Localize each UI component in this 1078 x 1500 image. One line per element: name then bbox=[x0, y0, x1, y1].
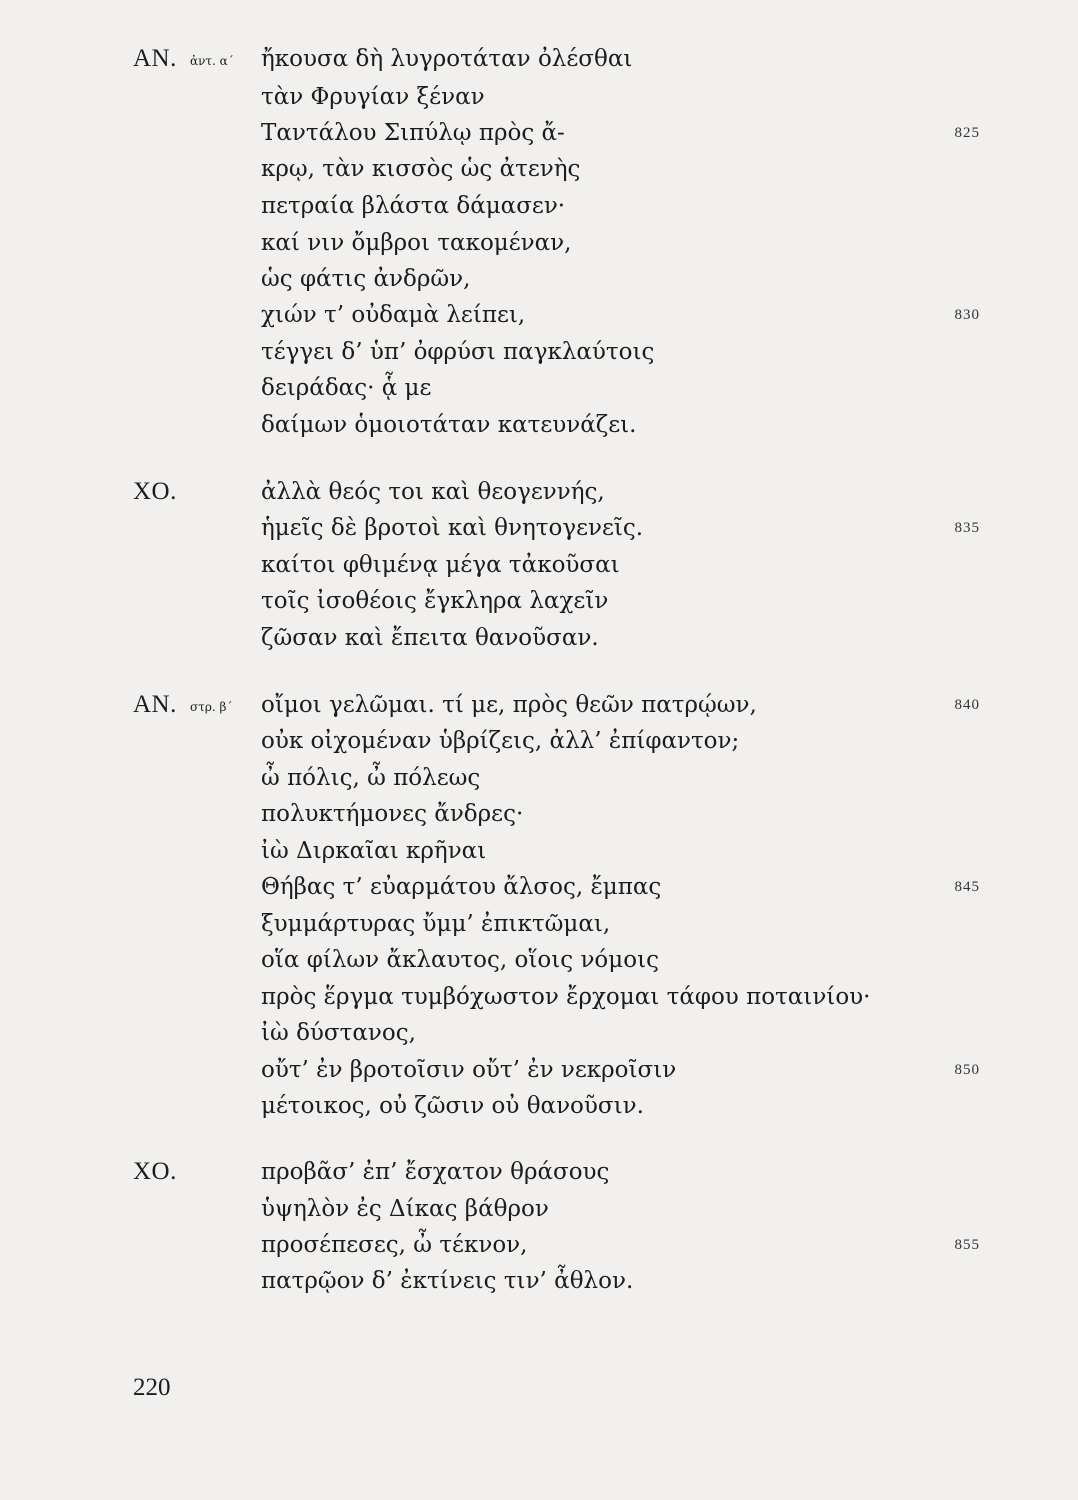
verse-text: καί νιν ὄμβροι τακομέναν, bbox=[261, 230, 572, 256]
verse-text: ξυμμάρτυρας ὔμμ’ ἐπικτῶμαι, bbox=[261, 911, 611, 937]
verse-line bbox=[0, 42, 1078, 76]
verse-line bbox=[0, 834, 1078, 868]
verse-text: ἤκουσα δὴ λυγροτάταν ὀλέσθαι bbox=[261, 46, 633, 72]
line-number: 840 bbox=[954, 697, 980, 713]
verse-line bbox=[0, 1089, 1078, 1123]
verse-line bbox=[0, 1016, 1078, 1050]
verse-text: ὡς φάτις ἀνδρῶν, bbox=[261, 266, 471, 292]
verse-text: οἵα φίλων ἄκλαυτος, οἵοις νόμοις bbox=[261, 947, 659, 973]
speaker-label: AN. bbox=[133, 691, 177, 718]
verse-line bbox=[0, 1053, 1078, 1087]
verse-text: ἡμεῖς δὲ βροτοὶ καὶ θνητογενεῖς. bbox=[261, 515, 644, 541]
verse-text: πολυκτήμονες ἄνδρες· bbox=[261, 801, 524, 827]
verse-line bbox=[0, 189, 1078, 223]
verse-text: Ταντάλου Σιπύλῳ πρὸς ἄ- bbox=[261, 120, 565, 146]
page-number: 220 bbox=[133, 1374, 171, 1401]
verse-text: προβᾶσ’ ἐπ’ ἔσχατον θράσους bbox=[261, 1159, 610, 1185]
line-number: 855 bbox=[954, 1237, 980, 1253]
speaker-label: XO. bbox=[133, 478, 177, 505]
verse-line bbox=[0, 1228, 1078, 1262]
verse-text: χιών τ’ οὐδαμὰ λείπει, bbox=[261, 302, 526, 328]
speaker-label: XO. bbox=[133, 1158, 177, 1185]
verse-line bbox=[0, 408, 1078, 442]
verse-text: καίτοι φθιμένᾳ μέγα τἀκοῦσαι bbox=[261, 552, 620, 578]
verse-line bbox=[0, 1192, 1078, 1226]
verse-text: οἴμοι γελῶμαι. τί με, πρὸς θεῶν πατρῴων, bbox=[261, 692, 757, 718]
verse-text: τέγγει δ’ ὑπ’ ὀφρύσι παγκλαύτοις bbox=[261, 339, 655, 365]
verse-text: προσέπεσες, ὦ τέκνον, bbox=[261, 1232, 528, 1258]
strophe-marker: ἀντ. α΄ bbox=[190, 54, 234, 68]
verse-line bbox=[0, 761, 1078, 795]
verse-text: δειράδας· ᾇ με bbox=[261, 375, 432, 401]
verse-line bbox=[0, 80, 1078, 114]
line-number: 850 bbox=[954, 1062, 980, 1078]
line-number: 845 bbox=[954, 879, 980, 895]
verse-line bbox=[0, 335, 1078, 369]
verse-line bbox=[0, 371, 1078, 405]
verse-line bbox=[0, 621, 1078, 655]
verse-text: μέτοικος, οὐ ζῶσιν οὐ θανοῦσιν. bbox=[261, 1093, 644, 1119]
verse-text: ζῶσαν καὶ ἔπειτα θανοῦσαν. bbox=[261, 625, 599, 651]
verse-line bbox=[0, 298, 1078, 332]
line-number: 835 bbox=[954, 520, 980, 536]
verse-line bbox=[0, 980, 1078, 1014]
verse-text: πετραία βλάστα δάμασεν· bbox=[261, 193, 566, 219]
line-number: 825 bbox=[954, 125, 980, 141]
verse-line bbox=[0, 226, 1078, 260]
verse-line bbox=[0, 907, 1078, 941]
verse-text: τοῖς ἰσοθέοις ἔγκληρα λαχεῖν bbox=[261, 588, 609, 614]
verse-text: οὐκ οἰχομέναν ὑβρίζεις, ἀλλ’ ἐπίφαντον; bbox=[261, 728, 740, 754]
verse-text: ὦ πόλις, ὦ πόλεως bbox=[261, 765, 481, 791]
verse-line bbox=[0, 584, 1078, 618]
verse-text: ἀλλὰ θεός τοι καὶ θεογεννής, bbox=[261, 479, 605, 505]
verse-text: δαίμων ὁμοιοτάταν κατευνάζει. bbox=[261, 412, 637, 438]
verse-line bbox=[0, 688, 1078, 722]
verse-line bbox=[0, 797, 1078, 831]
verse-text: ὑψηλὸν ἐς Δίκας βάθρον bbox=[261, 1196, 549, 1222]
verse-text: τὰν Φρυγίαν ξέναν bbox=[261, 84, 485, 110]
strophe-marker: στρ. β΄ bbox=[190, 700, 233, 714]
verse-text: κρῳ, τὰν κισσὸς ὡς ἀτενὴς bbox=[261, 156, 581, 182]
verse-line bbox=[0, 1264, 1078, 1298]
verse-line bbox=[0, 943, 1078, 977]
verse-line bbox=[0, 548, 1078, 582]
verse-text: ἰὼ δύστανος, bbox=[261, 1020, 416, 1046]
verse-text: πρὸς ἕργμα τυμβόχωστον ἔρχομαι τάφου ποταινίου· bbox=[261, 984, 871, 1010]
verse-line bbox=[0, 724, 1078, 758]
verse-line bbox=[0, 262, 1078, 296]
verse-text: Θήβας τ’ εὐαρμάτου ἄλσος, ἔμπας bbox=[261, 874, 662, 900]
verse-line bbox=[0, 152, 1078, 186]
verse-text: οὔτ’ ἐν βροτοῖσιν οὔτ’ ἐν νεκροῖσιν bbox=[261, 1057, 677, 1083]
verse-line bbox=[0, 1155, 1078, 1189]
verse-line bbox=[0, 511, 1078, 545]
speaker-label: AN. bbox=[133, 45, 177, 72]
verse-line bbox=[0, 475, 1078, 509]
verse-text: πατρῷον δ’ ἐκτίνεις τιν’ ἆθλον. bbox=[261, 1268, 634, 1294]
verse-text: ἰὼ Διρκαῖαι κρῆναι bbox=[261, 838, 487, 864]
line-number: 830 bbox=[954, 307, 980, 323]
verse-line bbox=[0, 870, 1078, 904]
verse-line bbox=[0, 116, 1078, 150]
